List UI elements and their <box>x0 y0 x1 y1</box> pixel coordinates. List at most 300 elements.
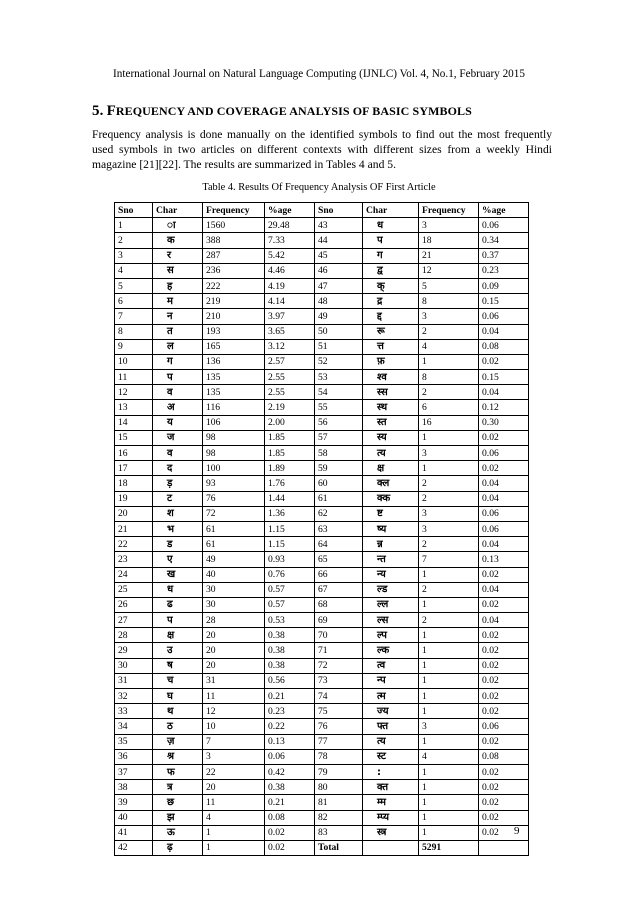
cell-char: त्व <box>363 658 419 673</box>
cell-percentage: 3.12 <box>265 339 315 354</box>
cell-char: त्र <box>153 780 203 795</box>
cell-percentage: 0.08 <box>479 339 529 354</box>
cell-char: म <box>153 294 203 309</box>
cell-percentage: 0.02 <box>479 567 529 582</box>
cell-frequency: 16 <box>419 415 479 430</box>
cell-sno: 68 <box>315 597 363 612</box>
cell-percentage: 0.06 <box>479 218 529 233</box>
header-percentage: %age <box>479 203 529 218</box>
cell-char: उ <box>153 643 203 658</box>
cell-percentage: 1.89 <box>265 461 315 476</box>
cell-frequency: 1 <box>419 795 479 810</box>
cell-sno: 36 <box>115 749 153 764</box>
cell-sno: 25 <box>115 582 153 597</box>
cell-percentage: 0.04 <box>479 385 529 400</box>
cell-sno: 46 <box>315 263 363 278</box>
cell-char: ए <box>153 552 203 567</box>
cell-char: छ <box>153 795 203 810</box>
cell-sno: 72 <box>315 658 363 673</box>
cell-sno: 14 <box>115 415 153 430</box>
cell-percentage: 0.08 <box>265 810 315 825</box>
cell-percentage: 1.36 <box>265 506 315 521</box>
cell-char: झ <box>153 810 203 825</box>
cell-percentage: 0.38 <box>265 780 315 795</box>
table-row <box>115 764 529 779</box>
cell-frequency: 3 <box>419 521 479 536</box>
header-frequency: Frequency <box>203 203 265 218</box>
cell-percentage: 0.04 <box>479 582 529 597</box>
cell-char: य <box>153 415 203 430</box>
cell-sno: 6 <box>115 294 153 309</box>
cell-char: क <box>153 233 203 248</box>
cell-frequency: 165 <box>203 339 265 354</box>
cell-frequency: 135 <box>203 385 265 400</box>
cell-percentage: 3.65 <box>265 324 315 339</box>
cell-frequency: 12 <box>203 704 265 719</box>
table-row <box>115 278 529 293</box>
cell-sno: 37 <box>115 764 153 779</box>
table-row <box>115 370 529 385</box>
cell-frequency: 1 <box>419 597 479 612</box>
cell-frequency: 12 <box>419 263 479 278</box>
cell-sno: 73 <box>315 673 363 688</box>
cell-char: त्य <box>363 734 419 749</box>
cell-char: फ <box>153 764 203 779</box>
cell-sno: 44 <box>315 233 363 248</box>
cell-char: ढ <box>153 597 203 612</box>
cell-char: ल्प <box>363 628 419 643</box>
cell-percentage: 0.02 <box>479 780 529 795</box>
cell-sno: 67 <box>315 582 363 597</box>
cell-sno: 75 <box>315 704 363 719</box>
cell-sno: 28 <box>115 628 153 643</box>
cell-sno: 51 <box>315 339 363 354</box>
cell-frequency: 76 <box>203 491 265 506</box>
cell-frequency: 210 <box>203 309 265 324</box>
cell-percentage: 4.14 <box>265 294 315 309</box>
cell-frequency: 4 <box>203 810 265 825</box>
cell-sno: 59 <box>315 461 363 476</box>
cell-sno: 76 <box>315 719 363 734</box>
page-number: 9 <box>514 825 520 837</box>
cell-frequency: 1 <box>419 689 479 704</box>
cell-percentage: 0.04 <box>479 476 529 491</box>
cell-percentage: 0.57 <box>265 582 315 597</box>
cell-frequency: 93 <box>203 476 265 491</box>
cell-char: ज़ <box>153 734 203 749</box>
cell-percentage: 0.30 <box>479 415 529 430</box>
cell-frequency: 1 <box>419 643 479 658</box>
cell-char: द <box>153 461 203 476</box>
cell-sno: 10 <box>115 354 153 369</box>
section-title-initial: F <box>106 103 116 119</box>
cell-char: स्थ <box>363 400 419 415</box>
cell-percentage: 0.02 <box>479 658 529 673</box>
table-row <box>115 704 529 719</box>
cell-frequency: 20 <box>203 643 265 658</box>
cell-sno: 61 <box>315 491 363 506</box>
table-row <box>115 324 529 339</box>
cell-char: न्त <box>363 552 419 567</box>
cell-char: ज <box>153 430 203 445</box>
cell-frequency: 3 <box>419 719 479 734</box>
cell-percentage: 0.09 <box>479 278 529 293</box>
cell-percentage: 0.02 <box>479 643 529 658</box>
cell-percentage: 0.02 <box>479 689 529 704</box>
cell-percentage: 0.76 <box>265 567 315 582</box>
cell-char: त्त <box>363 339 419 354</box>
cell-percentage: 0.34 <box>479 233 529 248</box>
cell-sno: 1 <box>115 218 153 233</box>
cell-frequency: 236 <box>203 263 265 278</box>
table-row <box>115 339 529 354</box>
cell-frequency: 3 <box>419 446 479 461</box>
cell-frequency: 1 <box>419 810 479 825</box>
cell-percentage: 0.22 <box>265 719 315 734</box>
cell-frequency: 100 <box>203 461 265 476</box>
table-row <box>115 506 529 521</box>
body-paragraph: Frequency analysis is done manually on the identified symbols to find out the most frequently used symbols in two articles on different contexts with different sizes from a weekly Hindi magazine [21][22]. The results are summarized in Tables 4 and 5. <box>92 128 552 171</box>
cell-char: म्म <box>363 795 419 810</box>
table-row <box>115 263 529 278</box>
cell-frequency: 11 <box>203 795 265 810</box>
table-row <box>115 521 529 536</box>
cell-char: क् <box>363 278 419 293</box>
cell-frequency: 18 <box>419 233 479 248</box>
cell-frequency: 135 <box>203 370 265 385</box>
cell-sno: 16 <box>115 446 153 461</box>
cell-frequency: 72 <box>203 506 265 521</box>
cell-frequency: 20 <box>203 658 265 673</box>
cell-percentage: 0.38 <box>265 628 315 643</box>
cell-char: स्स <box>363 385 419 400</box>
cell-percentage: 0.06 <box>265 749 315 764</box>
header-char: Char <box>363 203 419 218</box>
cell-percentage: 0.02 <box>479 597 529 612</box>
cell-char: श्र <box>153 749 203 764</box>
table-row <box>115 491 529 506</box>
table-row <box>115 415 529 430</box>
cell-frequency: 193 <box>203 324 265 339</box>
cell-char: त्म <box>363 689 419 704</box>
cell-frequency: 1 <box>419 658 479 673</box>
section-title <box>92 103 552 120</box>
cell-sno: 11 <box>115 370 153 385</box>
cell-sno: 79 <box>315 764 363 779</box>
cell-frequency: 136 <box>203 354 265 369</box>
cell-percentage: 0.02 <box>265 840 315 855</box>
cell-percentage: 0.02 <box>479 764 529 779</box>
cell-sno: 77 <box>315 734 363 749</box>
table-row <box>115 385 529 400</box>
cell-percentage: 0.02 <box>479 825 529 840</box>
cell-sno: 3 <box>115 248 153 263</box>
cell-frequency: 4 <box>419 339 479 354</box>
cell-frequency: 3 <box>419 309 479 324</box>
cell-percentage: 0.06 <box>479 309 529 324</box>
cell-percentage: 0.02 <box>479 628 529 643</box>
cell-frequency: 1 <box>419 704 479 719</box>
table-row <box>115 400 529 415</box>
cell-sno: 31 <box>115 673 153 688</box>
table-row <box>115 294 529 309</box>
cell-percentage: 0.37 <box>479 248 529 263</box>
cell-char: क्ष <box>153 628 203 643</box>
cell-sno: 22 <box>115 537 153 552</box>
cell-char: ल्ल <box>363 597 419 612</box>
cell-frequency: 98 <box>203 446 265 461</box>
cell-frequency: 222 <box>203 278 265 293</box>
cell-sno: 45 <box>315 248 363 263</box>
cell-sno: 9 <box>115 339 153 354</box>
cell-percentage: 0.15 <box>479 294 529 309</box>
cell-frequency: 98 <box>203 430 265 445</box>
cell-char: क्ष <box>363 461 419 476</box>
cell-frequency: 30 <box>203 582 265 597</box>
cell-frequency: 106 <box>203 415 265 430</box>
cell-sno: 62 <box>315 506 363 521</box>
cell-char: अ <box>153 400 203 415</box>
cell-char: स <box>153 263 203 278</box>
cell-char: च <box>153 673 203 688</box>
cell-sno: 33 <box>115 704 153 719</box>
cell-percentage: 3.97 <box>265 309 315 324</box>
cell-percentage: 0.04 <box>479 613 529 628</box>
cell-sno: 81 <box>315 795 363 810</box>
cell-frequency: 61 <box>203 521 265 536</box>
cell-sno: 35 <box>115 734 153 749</box>
cell-char: फ्त <box>363 719 419 734</box>
cell-sno: 83 <box>315 825 363 840</box>
cell-percentage: 2.55 <box>265 370 315 385</box>
section-title-rest: REQUENCY AND COVERAGE ANALYSIS OF BASIC SYMBOLS <box>115 104 472 118</box>
cell-percentage: 0.02 <box>479 461 529 476</box>
cell-frequency: 2 <box>419 324 479 339</box>
cell-sno: 74 <box>315 689 363 704</box>
cell-frequency: 5 <box>419 278 479 293</box>
cell-percentage: 0.57 <box>265 597 315 612</box>
cell-sno: 34 <box>115 719 153 734</box>
cell-percentage: 0.04 <box>479 491 529 506</box>
cell-char: : <box>363 764 419 779</box>
cell-frequency: 1 <box>419 780 479 795</box>
cell-percentage: 0.38 <box>265 658 315 673</box>
cell-sno: 65 <box>315 552 363 567</box>
cell-char: श्व <box>363 370 419 385</box>
cell-sno: 23 <box>115 552 153 567</box>
table-row <box>115 628 529 643</box>
cell-percentage: 2.57 <box>265 354 315 369</box>
cell-sno: 30 <box>115 658 153 673</box>
cell-char: क्क <box>363 491 419 506</box>
cell-char: स्ट <box>363 749 419 764</box>
cell-char: द्र <box>363 294 419 309</box>
cell-char: ऊ <box>153 825 203 840</box>
cell-percentage: 0.08 <box>479 749 529 764</box>
cell-char <box>363 840 419 855</box>
cell-sno: 48 <box>315 294 363 309</box>
cell-char: फ़ <box>363 354 419 369</box>
table-row <box>115 567 529 582</box>
cell-sno: 55 <box>315 400 363 415</box>
cell-char: व <box>153 446 203 461</box>
cell-sno: 47 <box>315 278 363 293</box>
cell-char: ठ <box>153 719 203 734</box>
cell-sno: 18 <box>115 476 153 491</box>
cell-frequency: 1 <box>203 825 265 840</box>
cell-percentage: 0.02 <box>479 673 529 688</box>
cell-sno: 19 <box>115 491 153 506</box>
cell-frequency: 2 <box>419 476 479 491</box>
cell-frequency: 30 <box>203 597 265 612</box>
cell-frequency: 28 <box>203 613 265 628</box>
cell-sno: 82 <box>315 810 363 825</box>
cell-char: थ <box>153 704 203 719</box>
cell-frequency: 2 <box>419 385 479 400</box>
cell-percentage: 0.06 <box>479 506 529 521</box>
cell-percentage: 0.02 <box>479 810 529 825</box>
cell-percentage: 0.06 <box>479 719 529 734</box>
journal-header: International Journal on Natural Language Computing (IJNLC) Vol. 4, No.1, February 2015 <box>113 68 525 80</box>
cell-char: भ <box>153 521 203 536</box>
cell-percentage: 2.55 <box>265 385 315 400</box>
table-row <box>115 673 529 688</box>
cell-char: न्प <box>363 673 419 688</box>
cell-sno: 49 <box>315 309 363 324</box>
table-row <box>115 218 529 233</box>
cell-frequency: 3 <box>419 506 479 521</box>
cell-char: न्न <box>363 537 419 552</box>
cell-char: न <box>153 309 203 324</box>
cell-frequency: 2 <box>419 613 479 628</box>
header-frequency: Frequency <box>419 203 479 218</box>
cell-char: ढ़ <box>153 840 203 855</box>
cell-char: ग <box>153 354 203 369</box>
cell-frequency: 5291 <box>419 840 479 855</box>
table-row <box>115 825 529 840</box>
cell-frequency: 1 <box>419 673 479 688</box>
cell-frequency: 116 <box>203 400 265 415</box>
cell-char: स्य <box>363 430 419 445</box>
cell-char: र <box>153 248 203 263</box>
cell-frequency: 10 <box>203 719 265 734</box>
cell-char: ग <box>363 248 419 263</box>
cell-sno: 43 <box>315 218 363 233</box>
table-row <box>115 476 529 491</box>
cell-percentage: 0.06 <box>479 521 529 536</box>
cell-char: ज्य <box>363 704 419 719</box>
cell-sno: 7 <box>115 309 153 324</box>
cell-sno: 4 <box>115 263 153 278</box>
table-row <box>115 643 529 658</box>
cell-sno: 24 <box>115 567 153 582</box>
table-row <box>115 248 529 263</box>
section-number: 5. <box>92 103 104 119</box>
cell-char: प <box>153 370 203 385</box>
cell-char: ड <box>153 537 203 552</box>
cell-sno: 69 <box>315 613 363 628</box>
cell-char: रू <box>363 324 419 339</box>
cell-sno: 27 <box>115 613 153 628</box>
table-row <box>115 810 529 825</box>
cell-sno: 41 <box>115 825 153 840</box>
header-sno: Sno <box>115 203 153 218</box>
table-row <box>115 613 529 628</box>
cell-sno: 57 <box>315 430 363 445</box>
cell-percentage: 4.19 <box>265 278 315 293</box>
cell-frequency: 21 <box>419 248 479 263</box>
cell-percentage: 0.02 <box>479 430 529 445</box>
cell-percentage: 1.15 <box>265 537 315 552</box>
cell-percentage <box>479 840 529 855</box>
cell-char: ल्स <box>363 613 419 628</box>
cell-sno: 39 <box>115 795 153 810</box>
cell-char: श <box>153 506 203 521</box>
cell-percentage: 0.02 <box>479 734 529 749</box>
cell-char: ट <box>153 491 203 506</box>
cell-frequency: 8 <box>419 370 479 385</box>
cell-sno: 13 <box>115 400 153 415</box>
cell-percentage: 0.23 <box>265 704 315 719</box>
table-row <box>115 309 529 324</box>
cell-sno: 52 <box>315 354 363 369</box>
cell-frequency: 20 <box>203 780 265 795</box>
table-row <box>115 354 529 369</box>
cell-sno: 32 <box>115 689 153 704</box>
cell-char: ख <box>153 567 203 582</box>
cell-frequency: 1 <box>419 764 479 779</box>
cell-sno: 63 <box>315 521 363 536</box>
cell-frequency: 3 <box>419 218 479 233</box>
cell-char: ध <box>363 218 419 233</box>
cell-percentage: 0.12 <box>479 400 529 415</box>
cell-sno: 80 <box>315 780 363 795</box>
table-row <box>115 780 529 795</box>
cell-frequency: 2 <box>419 537 479 552</box>
cell-percentage: 0.04 <box>479 324 529 339</box>
cell-frequency: 1 <box>419 461 479 476</box>
cell-char: ल <box>153 339 203 354</box>
cell-char: द्व <box>363 263 419 278</box>
cell-frequency: 49 <box>203 552 265 567</box>
cell-percentage: 1.85 <box>265 446 315 461</box>
cell-char: स्त <box>363 415 419 430</box>
cell-frequency: 40 <box>203 567 265 582</box>
header-sno: Sno <box>315 203 363 218</box>
cell-percentage: 4.46 <box>265 263 315 278</box>
cell-frequency: 1 <box>419 628 479 643</box>
cell-sno: 40 <box>115 810 153 825</box>
cell-percentage: 0.21 <box>265 795 315 810</box>
cell-frequency: 11 <box>203 689 265 704</box>
cell-sno: Total <box>315 840 363 855</box>
cell-sno: 26 <box>115 597 153 612</box>
cell-sno: 60 <box>315 476 363 491</box>
cell-sno: 58 <box>315 446 363 461</box>
cell-percentage: 0.06 <box>479 446 529 461</box>
cell-char: प <box>153 613 203 628</box>
cell-frequency: 7 <box>203 734 265 749</box>
table-row <box>115 719 529 734</box>
cell-char: क्ल <box>363 476 419 491</box>
cell-char: व <box>153 385 203 400</box>
table-row <box>115 446 529 461</box>
table-row <box>115 537 529 552</box>
cell-char: ध <box>153 582 203 597</box>
cell-frequency: 1 <box>419 354 479 369</box>
table-row <box>115 658 529 673</box>
table-body <box>115 218 529 856</box>
